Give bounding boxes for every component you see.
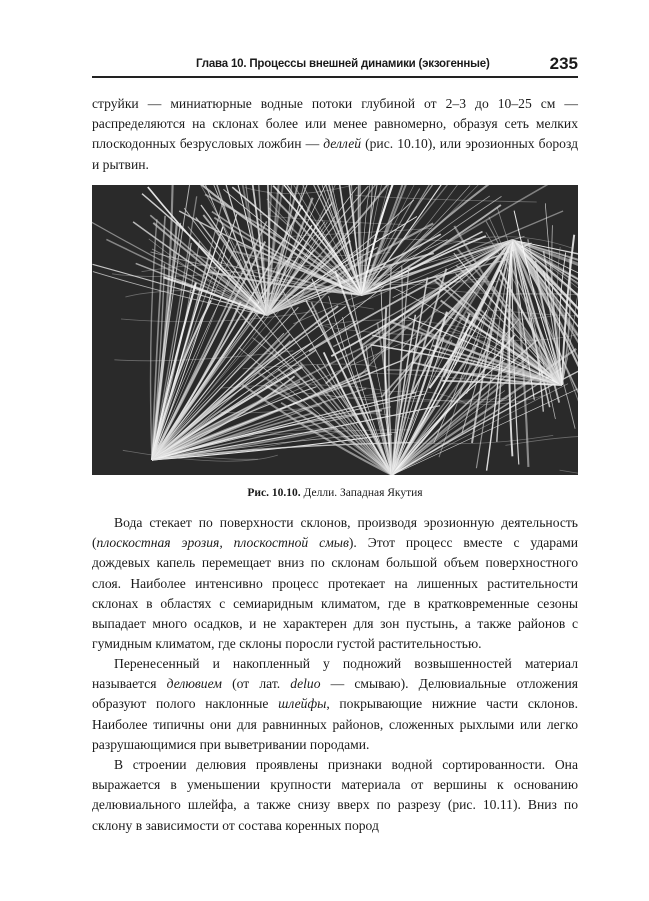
- term-shleify: шлейфы: [278, 696, 327, 712]
- intro-text-1: струйки — миниатюрные водные потоки глубиной от 2–3 до 10–25 см — распределяются на склонах более или менее равномерно, образуя сеть мелких плоскодонных безрусловых ложбин —: [92, 96, 578, 152]
- texture-stroke-31: [560, 470, 579, 475]
- figure-caption: [92, 487, 578, 499]
- page-number: 235: [549, 54, 578, 73]
- p2-text-b: (от лат.: [221, 676, 291, 692]
- rill-stroke-3-36: [487, 240, 512, 471]
- term-deluo: deluo: [290, 676, 321, 692]
- figure-caption-text: Делли. Западная Якутия: [300, 487, 423, 499]
- page-header: [92, 56, 578, 78]
- p1-text-a: Вода стекает по поверхности склонов, производя эрозионную деятельность (: [92, 515, 578, 551]
- texture-stroke-13: [355, 195, 536, 202]
- term-delli: деллей: [323, 136, 362, 152]
- paragraph-2: [92, 654, 578, 755]
- paragraph-1: [92, 513, 578, 654]
- p2-text-d: , покрывающие нижние части склонов. Наиболее типичны они для равнинных районов, сложенных рыхлыми или легко разрушающимися при выветривании породами.: [92, 696, 578, 752]
- p1-term: плоскостная эрозия, плоскостной смыв: [96, 535, 349, 551]
- intro-text-2: (рис. 10.10), или эрозионных борозд и рытвин.: [92, 136, 578, 172]
- p1-text-b: ). Этот процесс вместе с ударами дождевых капель перемещает вниз по склонам большой объем поверхностного слоя. Наиболее интенсивно процесс протекает на лишенных растительности склонах в областях с семиаридным климатом, где в кратковременные сезоны выпадает много осадков, и не характерен для зон пустынь, а также районов с гумидным климатом, где склоны поросли густой растительностью.: [92, 535, 578, 652]
- running-head: Глава 10. Процессы внешней динамики (экзогенные): [196, 58, 490, 70]
- header-rule: [92, 76, 578, 78]
- texture-stroke-30: [505, 436, 578, 445]
- paragraph-3: В строении делювия проявлены признаки водной сортированности. Она выражается в уменьшении крупности материала от вершины к основанию делювиального шлейфа, а также снизу вверх по разрезу (рис. 10.11). Вниз по склону в зависимости от состава коренных пород: [92, 757, 578, 833]
- term-deluvium: делювием: [166, 676, 222, 692]
- figure-photo-delli: [92, 185, 578, 475]
- rill-stroke-0-33: [152, 292, 304, 460]
- p2-text-a: Перенесенный и накопленный у подножий возвышенностей материал называется: [92, 656, 578, 692]
- p2-text-c: — смываю). Делювиальные отложения образуют полого наклонные: [92, 676, 578, 712]
- intro-paragraph: [92, 94, 578, 175]
- delli-photo-illustration: [92, 185, 578, 475]
- figure-label: Рис. 10.10.: [247, 487, 301, 499]
